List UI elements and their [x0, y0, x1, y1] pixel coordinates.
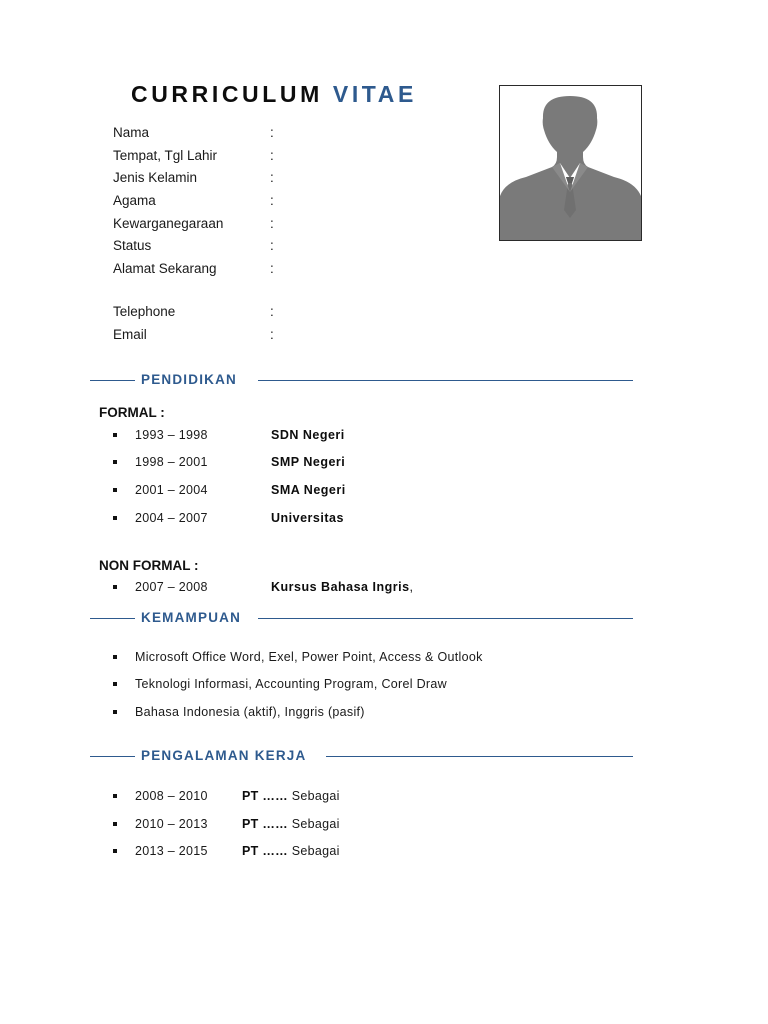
- experience-company: PT ……: [242, 789, 288, 803]
- skill-text: Teknologi Informasi, Accounting Program, Corel Draw: [135, 677, 447, 691]
- profile-photo: [499, 85, 642, 241]
- section-rule-right: [326, 756, 633, 757]
- bio-row-alamat: [113, 258, 373, 281]
- section-rule-left: [90, 618, 135, 619]
- bio-label: Tempat, Tgl Lahir: [113, 147, 218, 163]
- bio-label: Nama: [113, 125, 150, 140]
- bio-row-email: [113, 324, 373, 347]
- bio-row-jenis-kelamin: [113, 167, 373, 190]
- experience-detail: [242, 843, 340, 859]
- bullet-icon: [113, 585, 117, 589]
- bio-label: Alamat Sekarang: [113, 261, 217, 277]
- bio-colon: :: [270, 125, 274, 140]
- cv-title-vitae: VITAE: [332, 81, 417, 107]
- skill-text: Bahasa Indonesia (aktif), Inggris (pasif): [135, 705, 365, 719]
- bio-row-tempat-tgl-lahir: [113, 145, 373, 168]
- experience-role: Sebagai: [291, 844, 340, 858]
- education-course-name: Kursus Bahasa Ingris: [271, 580, 410, 594]
- section-title: PENDIDIKAN: [141, 372, 238, 387]
- bullet-icon: [113, 822, 117, 826]
- section-heading-kemampuan: [90, 610, 633, 626]
- bio-label: Jenis Kelamin: [113, 170, 198, 186]
- experience-years: 2010 – 2013: [135, 817, 208, 831]
- experience-years: 2008 – 2010: [135, 789, 208, 803]
- bio-row-status: [113, 235, 373, 258]
- bio-row-nama: [113, 122, 373, 145]
- bio-colon: :: [270, 238, 274, 254]
- education-school: Universitas: [271, 511, 344, 525]
- nonformal-heading: NON FORMAL :: [99, 558, 199, 573]
- section-title: KEMAMPUAN: [141, 610, 242, 625]
- experience-years: 2013 – 2015: [135, 844, 208, 858]
- person-silhouette-icon: [500, 86, 641, 240]
- bio-colon: :: [270, 215, 274, 231]
- bullet-icon: [113, 682, 117, 686]
- bio-colon: :: [270, 261, 274, 277]
- skill-text: Microsoft Office Word, Exel, Power Point, Access & Outlook: [135, 650, 483, 664]
- bio-row-kewarganegaraan: [113, 213, 373, 236]
- experience-detail: [242, 816, 340, 832]
- section-rule-left: [90, 756, 135, 757]
- bio-colon: :: [270, 193, 274, 209]
- bullet-icon: [113, 460, 117, 464]
- education-school: SDN Negeri: [271, 428, 345, 442]
- bio-colon: :: [270, 326, 274, 342]
- experience-company: PT ……: [242, 817, 288, 831]
- bullet-icon: [113, 516, 117, 520]
- bullet-icon: [113, 710, 117, 714]
- section-rule-left: [90, 380, 135, 381]
- bio-colon: :: [270, 147, 274, 163]
- bio-label: Telephone: [113, 303, 176, 319]
- bullet-icon: [113, 794, 117, 798]
- cv-title: [131, 80, 417, 108]
- bullet-icon: [113, 849, 117, 853]
- bio-spacer: [113, 281, 373, 301]
- bullet-icon: [113, 488, 117, 492]
- bullet-icon: [113, 655, 117, 659]
- section-title: PENGALAMAN KERJA: [141, 748, 307, 763]
- experience-role: Sebagai: [291, 789, 340, 803]
- education-years: 1998 – 2001: [135, 455, 208, 469]
- bio-colon: :: [270, 303, 274, 319]
- section-rule-right: [258, 380, 633, 381]
- experience-detail: [242, 788, 340, 804]
- experience-company: PT ……: [242, 844, 288, 858]
- education-course: [271, 579, 414, 595]
- education-years: 2001 – 2004: [135, 483, 208, 497]
- section-heading-pendidikan: [90, 372, 633, 388]
- bio-row-agama: [113, 190, 373, 213]
- section-rule-right: [258, 618, 633, 619]
- education-years: 2004 – 2007: [135, 511, 208, 525]
- formal-heading: FORMAL :: [99, 405, 165, 420]
- bio-label: Status: [113, 238, 152, 254]
- education-school: SMA Negeri: [271, 483, 346, 497]
- education-years: 2007 – 2008: [135, 580, 208, 594]
- personal-info: [113, 122, 373, 346]
- education-school: SMP Negeri: [271, 455, 346, 469]
- bio-row-telephone: [113, 301, 373, 324]
- experience-role: Sebagai: [291, 817, 340, 831]
- bio-label: Email: [113, 326, 147, 342]
- bio-colon: :: [270, 170, 274, 186]
- bio-label: Agama: [113, 193, 156, 209]
- education-years: 1993 – 1998: [135, 428, 208, 442]
- education-course-suffix: ,: [409, 580, 414, 594]
- bullet-icon: [113, 433, 117, 437]
- cv-title-curriculum: CURRICULUM: [131, 81, 323, 107]
- bio-label: Kewarganegaraan: [113, 215, 224, 231]
- section-heading-pengalaman-kerja: [90, 748, 633, 764]
